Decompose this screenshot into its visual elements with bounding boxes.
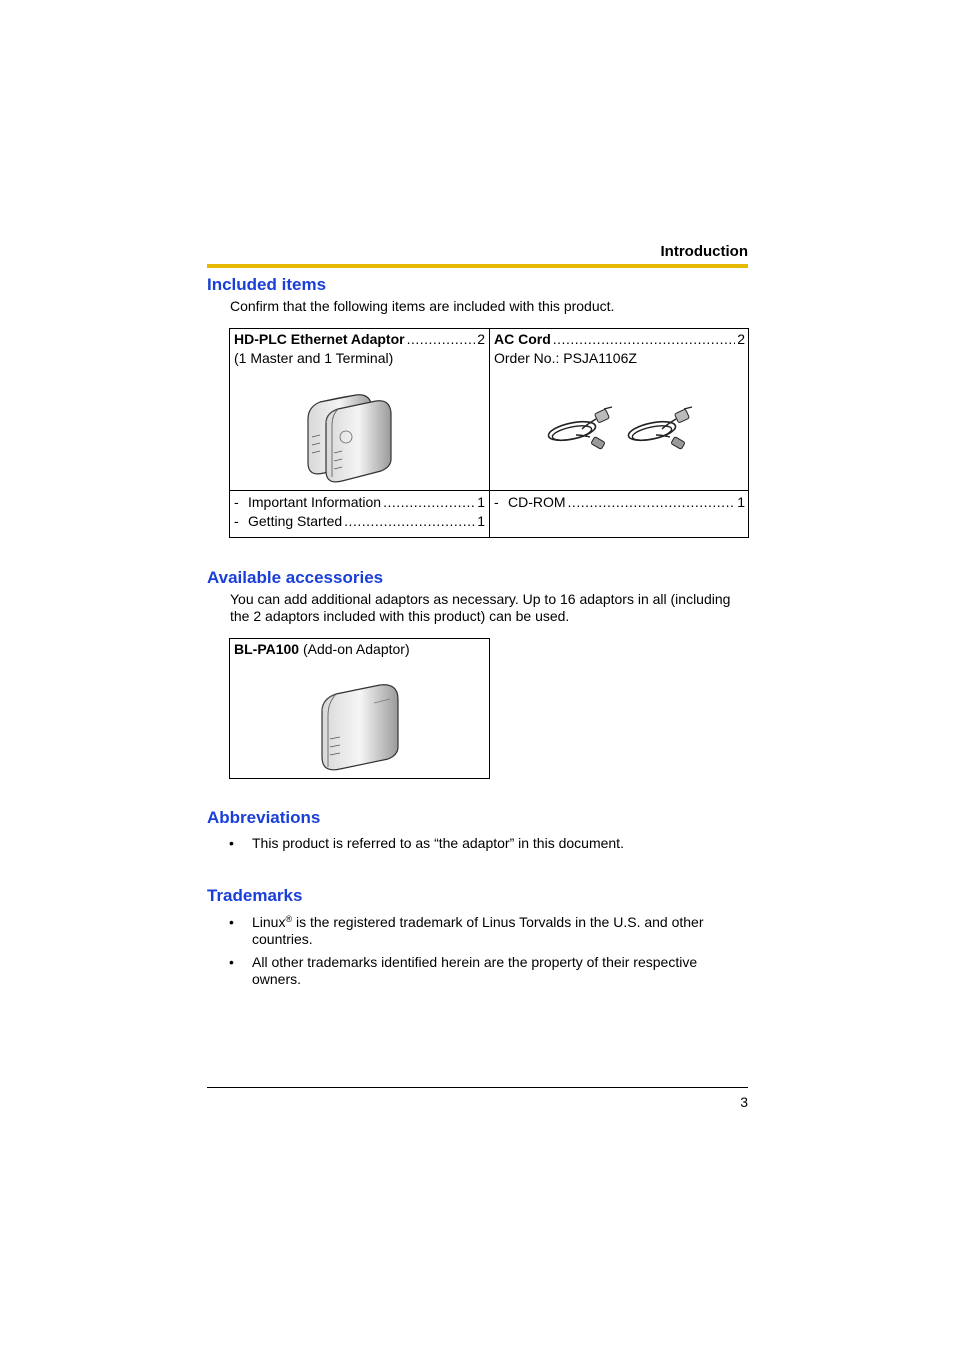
bullet-dot: •	[229, 835, 234, 851]
abbreviations-heading: Abbreviations	[207, 808, 321, 827]
cdrom-item	[494, 493, 745, 512]
abbreviation-item	[229, 835, 749, 852]
included-items-table	[229, 328, 749, 538]
accessories-text-line2: the 2 adaptors included with this product) can be used.	[230, 608, 570, 624]
ac-cord-name: AC Cord	[494, 331, 551, 347]
section-header-title: Introduction	[660, 243, 748, 260]
abbreviation-text: This product is referred to as “the adaptor” in this document.	[252, 835, 624, 851]
document-item	[234, 512, 485, 531]
ac-cord-illustration	[622, 405, 698, 453]
adaptor-line	[234, 330, 485, 349]
dash: -	[234, 513, 239, 529]
document-qty: 1	[477, 494, 485, 510]
accessories-heading: Available accessories	[207, 568, 384, 587]
trademark-item	[229, 954, 749, 988]
trademark-text-rest: is the registered trademark of Linus Torvalds in the U.S. and other	[292, 914, 704, 930]
cdrom-cell	[494, 493, 745, 512]
trademarks-heading: Trademarks	[207, 886, 303, 905]
bullet-dot: •	[229, 954, 234, 970]
bullet-dot: •	[229, 914, 234, 930]
ac-cord-cell	[494, 330, 745, 368]
included-items-heading: Included items	[207, 275, 327, 294]
document-label: Important Information	[248, 494, 382, 510]
registered-mark: ®	[285, 914, 293, 924]
included-items-intro: Confirm that the following items are included with this product.	[230, 298, 615, 314]
cdrom-qty: 1	[737, 494, 745, 510]
table-divider-vertical	[489, 329, 490, 537]
adaptor-cell	[234, 330, 485, 368]
accessory-model: BL-PA100	[234, 641, 300, 657]
accessories-text-line1: You can add additional adaptors as necessary. Up to 16 adaptors in all (including	[230, 591, 731, 607]
ac-cord-line	[494, 330, 745, 349]
page-number: 3	[740, 1094, 748, 1110]
leader-dots	[568, 493, 736, 512]
footer-rule	[207, 1087, 748, 1088]
ac-cord-illustration	[542, 405, 618, 453]
accessory-label	[234, 640, 410, 659]
dash: -	[494, 494, 499, 510]
trademark-text-line2: countries.	[252, 931, 313, 947]
header-rule	[207, 264, 748, 268]
trademark-text: All other trademarks identified herein are the property of their respective	[252, 954, 698, 970]
adaptor-note: (1 Master and 1 Terminal)	[234, 350, 394, 366]
table-divider-horizontal	[230, 490, 748, 491]
trademark-text-line2: owners.	[252, 971, 302, 987]
cdrom-label: CD-ROM	[508, 494, 566, 510]
dash: -	[234, 494, 239, 510]
trademark-text	[252, 914, 704, 931]
adaptor-pair-illustration	[300, 389, 400, 487]
leader-dots	[553, 330, 735, 349]
documents-cell	[234, 493, 485, 531]
document-qty: 1	[477, 513, 485, 529]
add-on-adaptor-illustration	[314, 681, 404, 773]
trademark-item	[229, 914, 749, 948]
leader-dots	[344, 512, 475, 531]
document-item	[234, 493, 485, 512]
leader-dots	[383, 493, 475, 512]
ac-cord-qty: 2	[737, 331, 745, 347]
linux-word: Linux	[252, 914, 286, 930]
adaptor-name: HD-PLC Ethernet Adaptor	[234, 331, 405, 347]
accessory-model-note: (Add-on Adaptor)	[302, 641, 410, 657]
document-label: Getting Started	[248, 513, 343, 529]
ac-cord-order-number: Order No.: PSJA1106Z	[494, 350, 637, 366]
accessory-box	[229, 638, 490, 779]
leader-dots	[407, 330, 476, 349]
adaptor-qty: 2	[477, 331, 485, 347]
